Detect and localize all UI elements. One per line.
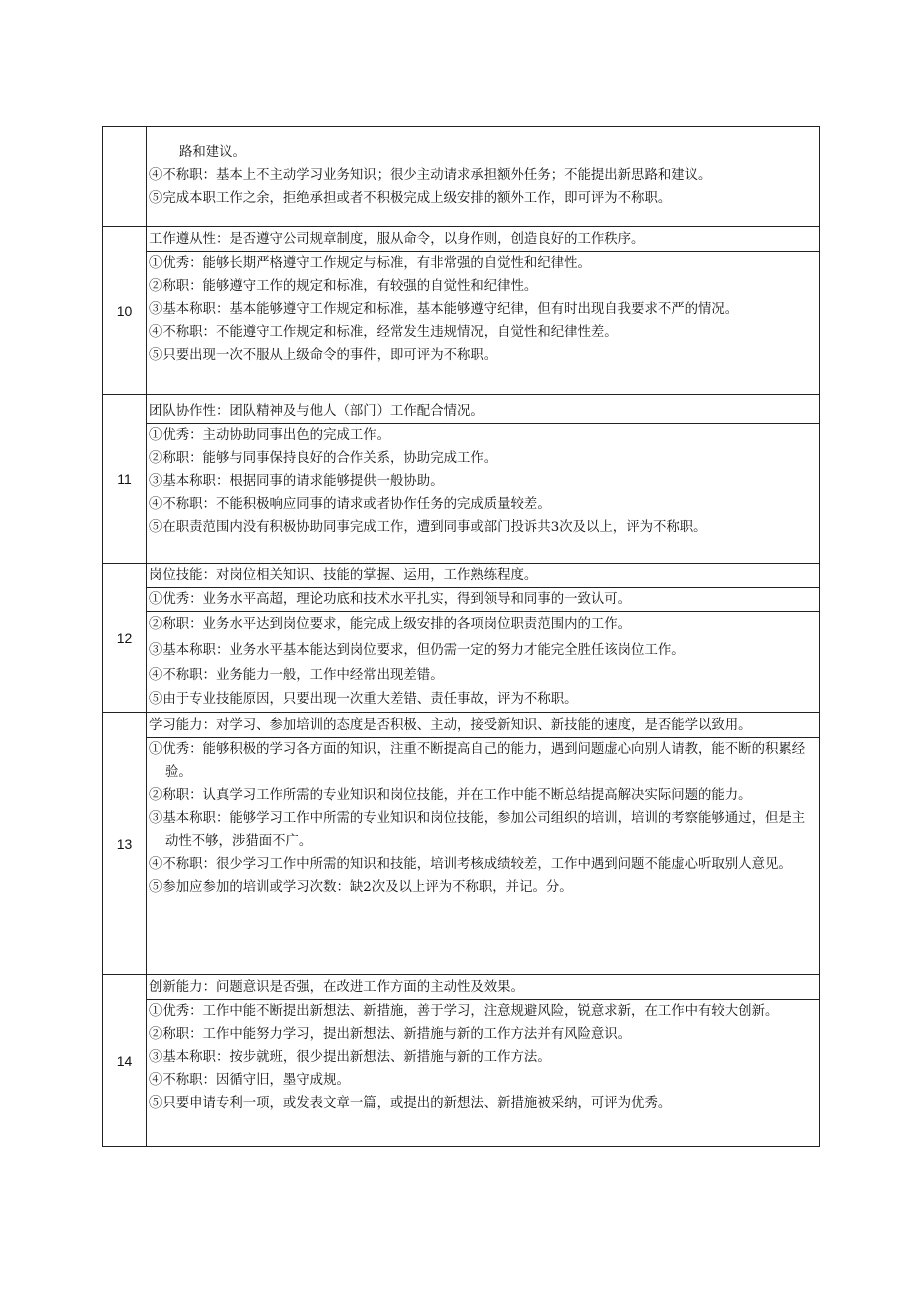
criteria-item: ④不称职：不能遵守工作规定和标准，经常发生违规情况，自觉性和纪律性差。 [149,325,618,340]
criteria-desc: 对学习、参加培训的态度是否积极、主动，接受新知识、新技能的速度，是否能学以致用。 [215,718,752,733]
criteria-item: ①优秀：工作中能不断提出新想法、新措施，善于学习，注意规避风险，锐意求新，在工作中有较大创新。 [149,1004,779,1019]
criteria-desc: 是否遵守公司规章制度，服从命令，以身作则，创造良好的工作秩序。 [229,232,645,247]
criteria-item: ⑤参加应参加的培训或学习次数：缺2次及以上评为不称职，并记。分。 [149,880,573,895]
criteria-cell [147,127,820,227]
row-number: 10 [103,227,147,395]
criteria-cell [147,975,820,1147]
table-row [103,227,820,395]
criteria-item: ④不称职：因循守旧，墨守成规。 [149,1073,350,1088]
row-number [103,127,147,227]
criteria-header [147,975,819,1000]
criteria-desc: 对岗位相关知识、技能的掌握、运用，工作熟练程度。 [215,568,538,583]
criteria-desc: 团队精神及与他人（部门）工作配合情况。 [229,404,484,419]
criteria-sep: ： [202,718,216,733]
table-row [103,395,820,564]
criteria-item: ②称职：认真学习工作所需的专业知识和岗位技能，并在工作中能不断总结提高解决实际问题的能力。 [149,788,752,803]
criteria-cell [147,227,820,395]
table-row [103,713,820,975]
criteria-header [147,713,819,738]
criteria-item: ②称职：工作中能努力学习，提出新想法、新措施与新的工作方法并有风险意识。 [149,1027,632,1042]
criteria-item: ④不称职：不能积极响应同事的请求或者协作任务的完成质量较差。 [149,497,551,512]
criteria-key: 学习能力 [149,717,203,732]
criteria-item: ⑤只要申请专利一项，或发表文章一篇，或提出的新想法、新措施被采纳，可评为优秀。 [149,1096,672,1111]
criteria-header [147,564,819,588]
table-row [103,127,820,227]
criteria-item: ⑤只要出现一次不服从上级命令的事件，即可评为不称职。 [149,348,498,363]
table-row [103,564,820,713]
criteria-item: ④不称职：基本上不主动学习业务知识；很少主动请求承担额外任务；不能提出新思路和建议。 [149,168,712,183]
criteria-item: ②称职：业务水平达到岗位要求，能完成上级安排的各项岗位职责范围内的工作。 [149,617,632,632]
criteria-cell [147,395,820,564]
criteria-item: ④不称职：业务能力一般，工作中经常出现差错。 [149,668,444,683]
criteria-item: ③基本称职：能够学习工作中所需的专业知识和岗位技能，参加公司组织的培训，培训的考察能够通过，但是主动性不够，涉猎面不广。 [149,811,806,849]
criteria-header [147,399,819,424]
criteria-key: 团队协作性 [149,403,216,418]
criteria-item: ②称职：能够遵守工作的规定和标准，有较强的自觉性和纪律性。 [149,279,538,294]
criteria-item: ③基本称职：业务水平基本能达到岗位要求，但仍需一定的努力才能完全胜任该岗位工作。 [149,643,685,658]
criteria-item: 路和建议。 [179,145,246,160]
criteria-sep: ： [202,980,216,995]
criteria-sep: ： [215,404,230,419]
criteria-item: ①优秀：主动协助同事出色的完成工作。 [149,428,391,443]
criteria-item: ①优秀：能够长期严格遵守工作规定与标准，有非常强的自觉性和纪律性。 [149,256,591,271]
criteria-key: 岗位技能 [149,567,203,582]
criteria-item: ⑤在职责范围内没有积极协助同事完成工作，遭到同事或部门投诉共3次及以上，评为不称职。 [149,520,707,535]
criteria-item: ③基本称职：根据同事的请求能够提供一般协助。 [149,474,444,489]
criteria-key: 创新能力 [149,979,203,994]
criteria-item: ①优秀：业务水平高超，理论功底和技术水平扎实，得到领导和同事的一致认可。 [147,588,819,612]
criteria-key: 工作遵从性 [149,231,216,246]
criteria-cell [147,713,820,975]
table-row [103,975,820,1147]
criteria-item: ②称职：能够与同事保持良好的合作关系，协助完成工作。 [149,451,498,466]
row-number: 11 [103,395,147,564]
row-number: 14 [103,975,147,1147]
criteria-item: ④不称职：很少学习工作中所需的知识和技能，培训考核成绩较差，工作中遇到问题不能虚心听取别人意见。 [149,857,792,872]
criteria-item: ③基本称职：按步就班，很少提出新想法、新措施与新的工作方法。 [149,1050,551,1065]
criteria-sep: ： [215,232,230,247]
criteria-item: ③基本称职：基本能够遵守工作规定和标准，基本能够遵守纪律，但有时出现自我要求不严的情况。 [149,302,739,317]
row-number: 12 [103,564,147,713]
criteria-header [147,227,819,252]
criteria-cell [147,564,820,713]
row-number: 13 [103,713,147,975]
criteria-desc: 问题意识是否强，在改进工作方面的主动性及效果。 [215,980,524,995]
criteria-item: ⑤由于专业技能原因，只要出现一次重大差错、责任事故，评为不称职。 [149,692,578,707]
evaluation-table [102,126,820,1147]
criteria-item: ①优秀：能够积极的学习各方面的知识，注重不断提高自己的能力，遇到问题虚心向别人请教，能不断的积累经验。 [149,742,806,780]
criteria-item: ⑤完成本职工作之余，拒绝承担或者不积极完成上级安排的额外工作，即可评为不称职。 [149,191,672,206]
criteria-sep: ： [202,568,216,583]
